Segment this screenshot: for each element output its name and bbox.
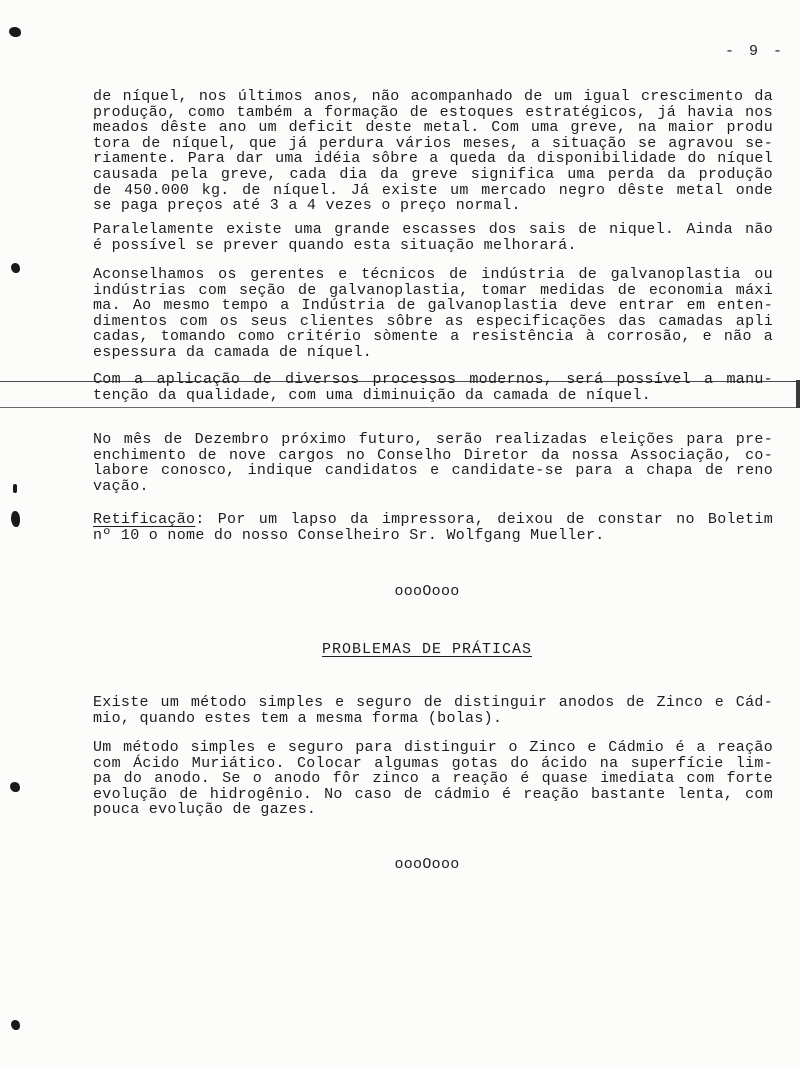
text-line: produção, como também a formação de estoques estratégicos, já havia nos — [93, 103, 773, 121]
text-line: pa do anodo. Se o anodo fôr zinco a reação é quase imediata com forte — [93, 770, 773, 788]
rectification-label: Retificação — [93, 511, 196, 528]
text-line: espessura da camada de níquel. — [93, 343, 373, 361]
text-line — [93, 512, 773, 528]
text-line: de níquel, nos últimos anos, não acompanhado de um igual crescimento da — [93, 88, 773, 105]
paragraph — [93, 89, 773, 214]
text-line: Aconselhamos os gerentes e técnicos de indústria de galvanoplastia ou — [93, 266, 773, 283]
scan-mark — [11, 1020, 20, 1030]
text-line: com Ácido Muriático. Colocar algumas gotas do ácido na superfície lim- — [93, 754, 773, 772]
scan-mark — [11, 511, 20, 527]
text-line: riamente. Para dar uma idéia sôbre a queda da disponibilidade do níquel — [93, 150, 773, 168]
scan-mark — [13, 484, 17, 493]
text-line: cadas, tomando como critério sòmente a resistência à corrosão, e não a — [93, 328, 773, 346]
paragraph — [93, 740, 773, 818]
text-line: labore conosco, indique candidatos e candidate-se para a chapa de reno — [93, 462, 773, 480]
section-heading: PROBLEMAS DE PRÁTICAS — [321, 641, 533, 658]
text-line: enchimento de nove cargos no Conselho Diretor da nossa Associação, co- — [93, 446, 773, 464]
text-line: de 450.000 kg. de níquel. Já existe um mercado negro dêste metal onde — [93, 181, 773, 199]
paragraph — [93, 432, 773, 494]
scan-mark — [10, 782, 20, 792]
text-line: causada pela greve, cada dia da greve significa uma perda da produção — [93, 165, 773, 183]
text-line: indústrias com seção de galvanoplastia, tomar medidas de economia máxi — [93, 281, 773, 299]
text-line: nº 10 o nome do nosso Conselheiro Sr. Wolfgang Mueller. — [93, 526, 605, 544]
section-heading-wrap — [87, 642, 767, 658]
text-line: se paga preços até 3 a 4 vezes o preço normal. — [93, 197, 521, 215]
page-number: - 9 - — [725, 43, 786, 60]
scan-mark — [11, 263, 20, 273]
section-separator: oooOooo — [394, 856, 460, 873]
paragraph — [93, 372, 773, 403]
text-line: mio, quando estes tem a mesma forma (bolas). — [93, 709, 503, 727]
rectification-text: : Por um lapso da impressora, deixou de constar no Boletim — [195, 511, 773, 528]
paragraph — [93, 222, 773, 253]
text-line: é possível se prever quando esta situação melhorará. — [93, 236, 577, 254]
text-line: pouca evolução de gazes. — [93, 801, 317, 819]
rectification-note — [93, 512, 773, 543]
text-line: ma. Ao mesmo tempo a Indústria de galvanoplastia deve entrar em enten- — [93, 297, 773, 315]
text-line: meados dêste ano um deficit deste metal. Com uma greve, na maior produ — [93, 119, 773, 137]
text-line: vação. — [93, 477, 149, 495]
text-line: evolução de hidrogênio. No caso de cádmio é reação bastante lenta, com — [93, 785, 773, 803]
section-separator: oooOooo — [394, 583, 460, 600]
text-line: No mês de Dezembro próximo futuro, serão realizadas eleições para pre- — [93, 431, 773, 448]
text-line: Com a aplicação de diversos processos modernos, será possível a manu- — [93, 371, 773, 388]
text-line: tora de níquel, que já perdura vários meses, a situação se agravou se- — [93, 134, 773, 152]
scan-mark — [9, 27, 21, 37]
text-line: Um método simples e seguro para distinguir o Zinco e Cádmio é a reação — [93, 739, 773, 756]
text-line: Existe um método simples e seguro de distinguir anodos de Zinco e Cád- — [93, 694, 773, 711]
text-line: Paralelamente existe uma grande escasses dos sais de niquel. Ainda não — [93, 221, 773, 238]
text-line: tenção da qualidade, com uma diminuição da camada de níquel. — [93, 386, 652, 404]
paragraph — [93, 695, 773, 726]
paragraph — [93, 267, 773, 361]
text-line: dimentos com os seus clientes sôbre as especificações das camadas apli — [93, 312, 773, 330]
scan-fold-edge — [796, 380, 800, 408]
scan-fold-line — [0, 407, 800, 408]
